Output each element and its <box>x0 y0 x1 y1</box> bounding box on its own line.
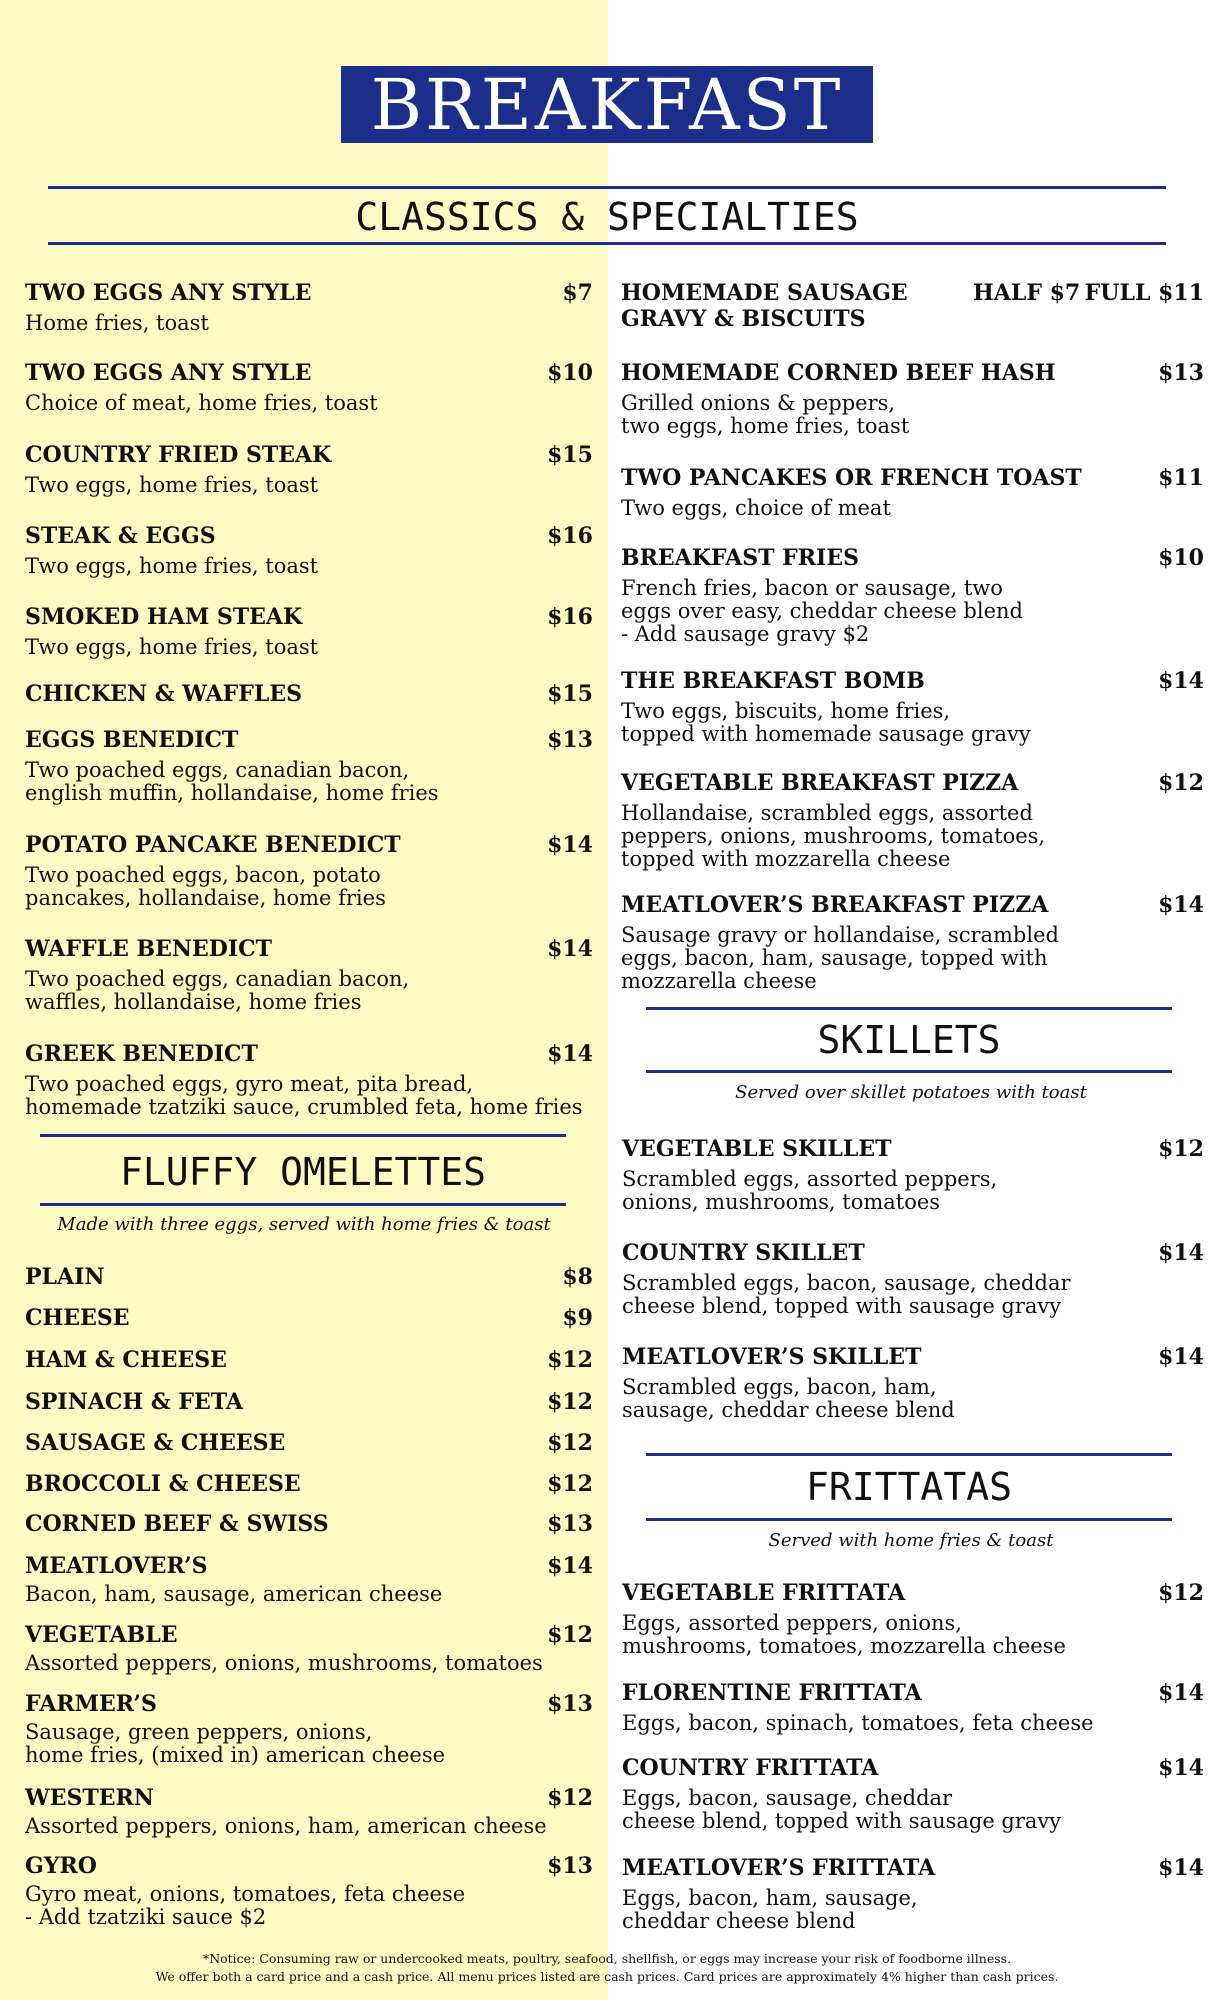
item-price: $14 <box>1158 1344 1204 1370</box>
item-price: $11 <box>1158 465 1204 491</box>
menu-item <box>621 668 1204 746</box>
item-price: $12 <box>547 1347 593 1373</box>
item-description: Scrambled eggs, bacon, ham, <box>622 1375 937 1399</box>
item-price: $14 <box>1158 1240 1204 1266</box>
section-subtitle-skillets: Served over skillet potatoes with toast <box>735 1082 1087 1103</box>
section-subtitle-omelettes: Made with three eggs, served with home fries & toast <box>57 1214 551 1235</box>
legal-notice <box>0 1950 1214 1986</box>
item-description: Two eggs, biscuits, home fries, <box>621 699 951 723</box>
menu-item <box>25 442 593 497</box>
menu-item <box>621 770 1204 871</box>
item-description: english muffin, hollandaise, home fries <box>25 781 439 805</box>
item-price: $8 <box>562 1264 593 1290</box>
item-price: $14 <box>547 936 593 962</box>
item-price: $14 <box>1158 1855 1204 1881</box>
item-name: TWO PANCAKES OR FRENCH TOAST <box>621 465 1082 491</box>
item-name: VEGETABLE FRITTATA <box>622 1580 906 1606</box>
item-name: PLAIN <box>25 1264 105 1290</box>
item-description: cheddar cheese blend <box>622 1909 856 1933</box>
item-name: FARMER’S <box>25 1691 157 1717</box>
item-price-full: FULL $11 <box>1084 280 1204 306</box>
menu-item <box>25 1785 593 1838</box>
item-description: Bacon, ham, sausage, american cheese <box>25 1582 443 1606</box>
item-name: HOMEMADE SAUSAGE <box>621 280 908 306</box>
item-name: BROCCOLI & CHEESE <box>25 1471 301 1497</box>
item-price: $16 <box>547 604 593 630</box>
section-heading-skillets: SKILLETS <box>817 1018 1001 1062</box>
item-name: EGGS BENEDICT <box>25 727 239 753</box>
item-description: two eggs, home fries, toast <box>621 414 910 438</box>
item-description: sausage, cheddar cheese blend <box>622 1398 955 1422</box>
item-name: BREAKFAST FRIES <box>621 545 860 571</box>
item-description: pancakes, hollandaise, home fries <box>25 886 386 910</box>
item-description: topped with homemade sausage gravy <box>621 722 1031 746</box>
menu-item <box>621 465 1204 520</box>
item-price: $13 <box>547 1853 593 1879</box>
menu-item <box>25 1691 593 1767</box>
section-heading-frittatas: FRITTATAS <box>806 1465 1012 1509</box>
menu-item <box>25 1471 593 1497</box>
menu-item <box>25 1389 593 1415</box>
item-description: Eggs, bacon, ham, sausage, <box>622 1886 918 1910</box>
item-description: peppers, onions, mushrooms, tomatoes, <box>621 824 1046 848</box>
menu-item <box>622 1344 1204 1422</box>
item-description: - Add sausage gravy $2 <box>621 622 870 646</box>
menu-item <box>25 681 593 707</box>
item-description: Two poached eggs, gyro meat, pita bread, <box>25 1072 474 1096</box>
menu-item <box>25 1553 593 1606</box>
divider-skillets-top <box>646 1007 1172 1010</box>
item-name: CHEESE <box>25 1305 130 1331</box>
item-name: FLORENTINE FRITTATA <box>622 1680 922 1706</box>
item-price: $14 <box>547 1041 593 1067</box>
item-name: TWO EGGS ANY STYLE <box>25 360 312 386</box>
item-name: GREEK BENEDICT <box>25 1041 258 1067</box>
item-description: Two poached eggs, bacon, potato <box>25 863 381 887</box>
item-name: VEGETABLE SKILLET <box>622 1136 892 1162</box>
menu-item <box>622 1580 1204 1658</box>
item-price: $16 <box>547 523 593 549</box>
item-description: Gyro meat, onions, tomatoes, feta cheese <box>25 1882 466 1906</box>
item-description: Assorted peppers, onions, ham, american cheese <box>25 1814 547 1838</box>
item-price: $12 <box>547 1785 593 1811</box>
divider-classics-bottom <box>48 242 1166 245</box>
item-description: onions, mushrooms, tomatoes <box>622 1190 941 1214</box>
menu-item <box>25 280 593 335</box>
item-price: $14 <box>1158 1680 1204 1706</box>
section-heading-classics: CLASSICS & SPECIALTIES <box>355 195 859 239</box>
item-name: THE BREAKFAST BOMB <box>621 668 925 694</box>
item-description: eggs, bacon, ham, sausage, topped with <box>621 946 1048 970</box>
menu-item <box>25 727 593 805</box>
item-description: Sausage gravy or hollandaise, scrambled <box>621 923 1059 947</box>
menu-item <box>25 1511 593 1537</box>
item-price: $13 <box>547 1691 593 1717</box>
item-price: $12 <box>547 1389 593 1415</box>
menu-item <box>25 1347 593 1373</box>
item-description: Hollandaise, scrambled eggs, assorted <box>621 801 1033 825</box>
menu-item <box>25 1264 593 1290</box>
item-name: COUNTRY FRIED STEAK <box>25 442 332 468</box>
item-description: Scrambled eggs, bacon, sausage, cheddar <box>622 1271 1071 1295</box>
divider-frittatas-bottom <box>646 1518 1172 1521</box>
item-price: $9 <box>562 1305 593 1331</box>
divider-top <box>48 186 1166 189</box>
item-price: $14 <box>547 832 593 858</box>
divider-omelettes-top <box>40 1134 566 1137</box>
menu-item <box>622 1240 1204 1318</box>
item-name: WESTERN <box>25 1785 154 1811</box>
item-price: $12 <box>1158 770 1204 796</box>
item-description: Two eggs, home fries, toast <box>25 554 319 578</box>
item-name: GYRO <box>25 1853 97 1879</box>
menu-item <box>25 1041 593 1119</box>
item-name: SAUSAGE & CHEESE <box>25 1430 286 1456</box>
item-description: waffles, hollandaise, home fries <box>25 990 362 1014</box>
item-price: $12 <box>547 1471 593 1497</box>
item-description: Eggs, bacon, spinach, tomatoes, feta cheese <box>622 1711 1094 1735</box>
item-name: SPINACH & FETA <box>25 1389 244 1415</box>
section-subtitle-frittatas: Served with home fries & toast <box>768 1530 1054 1551</box>
item-description: Two poached eggs, canadian bacon, <box>25 758 410 782</box>
menu-item <box>25 604 593 659</box>
item-price: $13 <box>547 1511 593 1537</box>
item-name: STEAK & EGGS <box>25 523 216 549</box>
item-price: $10 <box>1158 545 1204 571</box>
menu-item <box>25 832 593 910</box>
menu-item <box>622 1136 1204 1214</box>
item-description: mozzarella cheese <box>621 969 817 993</box>
item-price: $13 <box>547 727 593 753</box>
menu-item <box>25 1853 593 1929</box>
menu-item <box>25 1430 593 1456</box>
item-name: CHICKEN & WAFFLES <box>25 681 303 707</box>
page-title: BREAKFAST <box>341 66 873 143</box>
item-name: TWO EGGS ANY STYLE <box>25 280 312 306</box>
item-description: Home fries, toast <box>25 311 209 335</box>
item-price: $14 <box>547 1553 593 1579</box>
divider-frittatas-top <box>646 1453 1172 1456</box>
item-description: Two eggs, home fries, toast <box>25 635 319 659</box>
item-description: Eggs, bacon, sausage, cheddar <box>622 1786 953 1810</box>
item-price: $15 <box>547 681 593 707</box>
item-price: $12 <box>1158 1136 1204 1162</box>
item-description: Eggs, assorted peppers, onions, <box>622 1611 962 1635</box>
notice-line: *Notice: Consuming raw or undercooked meats, poultry, seafood, shellfish, or eggs may increase your risk of foodborne illness. <box>202 1951 1012 1966</box>
item-name: COUNTRY FRITTATA <box>622 1755 879 1781</box>
item-price: $7 <box>562 280 593 306</box>
item-name: POTATO PANCAKE BENEDICT <box>25 832 401 858</box>
menu-item <box>25 523 593 578</box>
item-name: WAFFLE BENEDICT <box>25 936 272 962</box>
item-description: Scrambled eggs, assorted peppers, <box>622 1167 998 1191</box>
item-name: VEGETABLE <box>25 1622 178 1648</box>
item-name-line-2: GRAVY & BISCUITS <box>621 306 866 332</box>
item-name: SMOKED HAM STEAK <box>25 604 303 630</box>
item-price: $14 <box>1158 1755 1204 1781</box>
item-description: Assorted peppers, onions, mushrooms, tomatoes <box>25 1651 543 1675</box>
item-name: VEGETABLE BREAKFAST PIZZA <box>621 770 1019 796</box>
item-name: HAM & CHEESE <box>25 1347 227 1373</box>
item-price: $12 <box>1158 1580 1204 1606</box>
item-price-half: HALF $7 <box>973 280 1081 306</box>
item-description: mushrooms, tomatoes, mozzarella cheese <box>622 1634 1066 1658</box>
menu-item <box>25 936 593 1014</box>
item-description: - Add tzatziki sauce $2 <box>25 1905 267 1929</box>
item-name: HOMEMADE CORNED BEEF HASH <box>621 360 1056 386</box>
item-name: CORNED BEEF & SWISS <box>25 1511 329 1537</box>
menu-item <box>25 360 593 415</box>
section-heading-omelettes: FLUFFY OMELETTES <box>119 1150 487 1194</box>
item-name: MEATLOVER’S SKILLET <box>622 1344 922 1370</box>
item-description: French fries, bacon or sausage, two <box>621 576 1003 600</box>
item-price: $14 <box>1158 668 1204 694</box>
menu-item <box>25 1305 593 1331</box>
notice-line: We offer both a card price and a cash price. All menu prices listed are cash prices. Card prices are approximately 4% higher than cash prices. <box>155 1969 1059 1984</box>
item-description: Two poached eggs, canadian bacon, <box>25 967 410 991</box>
item-description: eggs over easy, cheddar cheese blend <box>621 599 1023 623</box>
item-description: cheese blend, topped with sausage gravy <box>622 1809 1062 1833</box>
item-name: MEATLOVER’S BREAKFAST PIZZA <box>621 892 1049 918</box>
item-description: topped with mozzarella cheese <box>621 847 951 871</box>
item-price: $15 <box>547 442 593 468</box>
item-price: $14 <box>1158 892 1204 918</box>
item-price: $12 <box>547 1622 593 1648</box>
menu-item <box>622 1755 1204 1833</box>
menu-item <box>621 545 1204 646</box>
item-description: Sausage, green peppers, onions, <box>25 1720 373 1744</box>
item-price: $12 <box>547 1430 593 1456</box>
menu-item <box>622 1855 1204 1933</box>
item-name: MEATLOVER’S <box>25 1553 208 1579</box>
menu-item <box>621 360 1204 438</box>
menu-item <box>622 1680 1204 1735</box>
item-price: $13 <box>1158 360 1204 386</box>
item-name: COUNTRY SKILLET <box>622 1240 865 1266</box>
item-description: homemade tzatziki sauce, crumbled feta, home fries <box>25 1095 583 1119</box>
menu-item <box>25 1622 593 1675</box>
menu-item <box>621 280 1204 332</box>
item-name: MEATLOVER’S FRITTATA <box>622 1855 936 1881</box>
menu-item <box>621 892 1204 993</box>
item-price: $10 <box>547 360 593 386</box>
item-description: home fries, (mixed in) american cheese <box>25 1743 446 1767</box>
item-description: Two eggs, home fries, toast <box>25 473 319 497</box>
item-description: Two eggs, choice of meat <box>621 496 891 520</box>
divider-omelettes-bottom <box>40 1203 566 1206</box>
divider-skillets-bottom <box>646 1070 1172 1073</box>
item-description: Choice of meat, home fries, toast <box>25 391 378 415</box>
item-description: Grilled onions & peppers, <box>621 391 896 415</box>
item-description: cheese blend, topped with sausage gravy <box>622 1294 1062 1318</box>
